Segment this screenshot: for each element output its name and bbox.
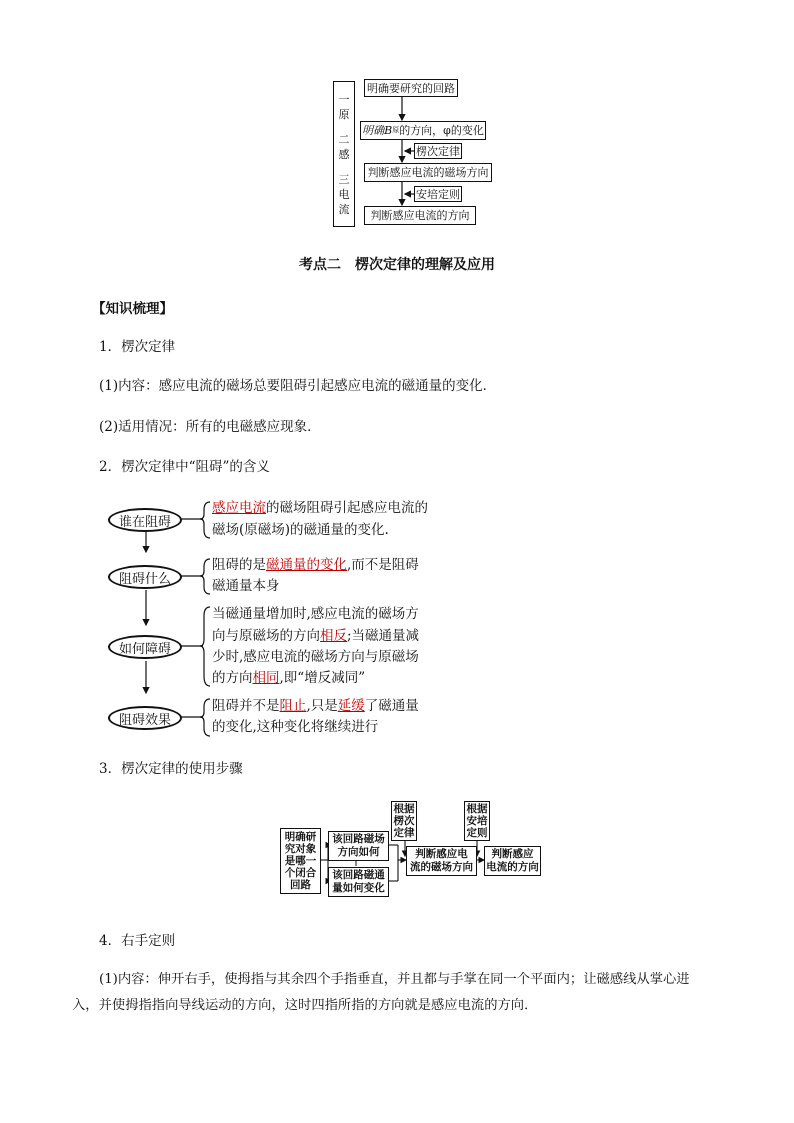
item4-p2: 入，并使拇指指向导线运动的方向，这时四指所指的方向就是感应电流的方向．: [72, 998, 538, 1013]
item4-p1: (1)内容：伸开右手，使拇指与其余四个手指垂直，并且都与手掌在同一个平面内；让磁感线从掌心进: [99, 972, 690, 987]
item1-p2: (2)适用情况：所有的电磁感应现象．: [99, 419, 321, 435]
oval-what: 阻碍什么: [108, 565, 182, 589]
b1-l1: 明确研: [284, 831, 317, 843]
step-box-5: [406, 846, 477, 876]
row3-line1: 当磁通量增加时,感应电流的磁场方: [212, 606, 419, 622]
step-box-2: [328, 831, 389, 861]
step2-b: 明确B: [362, 124, 393, 137]
oval-who: 谁在阻碍: [108, 508, 182, 532]
b4-l3: 定律: [393, 827, 415, 839]
row3-l4b: 相同: [252, 670, 280, 686]
step-box-4: [391, 801, 417, 841]
side-char-1: 一: [338, 92, 350, 106]
flow1-label-lenz: 楞次定律: [416, 144, 460, 158]
row4-e: 了磁通量: [364, 698, 419, 714]
knowledge-title: 【知识梳理】: [92, 301, 173, 317]
b4-l2: 楞次: [393, 815, 415, 827]
row3-l2a: 向与原磁场的方向: [212, 628, 320, 644]
b1-l3: 是哪一: [284, 855, 317, 867]
b5-l2: 流的磁场方向: [410, 861, 473, 873]
row2-c: ,而不是阻碍: [347, 557, 419, 573]
b6-l1: 根据: [466, 803, 488, 815]
row3-l2c: ;当磁通量减: [347, 628, 420, 644]
item1-p1: (1)内容：感应电流的磁场总要阻碍引起感应电流的磁通量的变化．: [99, 378, 497, 394]
flow1-step-3: 判断感应电流的磁场方向: [364, 163, 492, 182]
row2-a: 阻碍的是: [212, 557, 266, 573]
oval-how: 如何障碍: [108, 635, 182, 659]
flow1-step-4: 判断感应电流的方向: [364, 206, 476, 225]
row4-line2: 的变化,这种变化将继续进行: [212, 719, 379, 735]
step2-sub: 原: [392, 126, 400, 134]
side-char-7: 流: [338, 202, 350, 216]
flow1-label-ampere: 安培定则: [416, 187, 460, 201]
b7-l2: 电流的方向: [486, 861, 539, 873]
b1-l4: 个闭合: [284, 867, 317, 879]
row2-b: 磁通量的变化: [266, 557, 347, 573]
item3-heading: 3．楞次定律的使用步骤: [99, 761, 243, 777]
side-char-3: 二: [338, 132, 350, 146]
b6-l2: 安培: [466, 815, 488, 827]
row3-l2b: 相反: [320, 628, 347, 644]
row4-c: ,只是: [306, 698, 338, 714]
step-box-3: [328, 867, 389, 897]
b1-l5: 回路: [290, 879, 311, 891]
b2-l1: 该回路磁场: [332, 833, 385, 845]
side-char-6: 电: [338, 187, 350, 201]
oval-effect: 阻碍效果: [108, 706, 182, 730]
item4-heading: 4．右手定则: [99, 933, 176, 949]
b1-l2: 究对象: [284, 843, 317, 855]
step-box-6: [464, 801, 490, 841]
row3-line3: 少时,感应电流的磁场方向与原磁场: [212, 649, 419, 665]
row3-l4c: ,即“增反减同”: [279, 670, 366, 686]
b5-l1: 判断感应电: [415, 848, 468, 860]
row3-l4a: 的方向: [212, 670, 253, 686]
row1-b: 的磁场阻碍引起感应电流的: [266, 500, 428, 516]
row4-a: 阻碍并不是: [212, 698, 280, 714]
row4-d: 延缓: [337, 698, 365, 714]
flow1-step-1: 明确要研究的回路: [364, 79, 458, 97]
item2-heading: 2．楞次定律中“阻碍”的含义: [99, 459, 270, 475]
section-title: 考点二 楞次定律的理解及应用: [299, 257, 495, 273]
row2-line2: 磁通量本身: [212, 578, 280, 594]
step-box-1: [280, 828, 321, 894]
b6-l3: 定则: [466, 827, 488, 839]
b2-l2: 方向如何: [337, 846, 380, 858]
b3-l2: 量如何变化: [332, 882, 385, 894]
b4-l1: 根据: [393, 803, 415, 815]
step2-tail: 的方向，φ的变化: [399, 124, 484, 137]
row4-b: 阻止: [279, 698, 307, 714]
side-char-5: 三: [338, 172, 350, 186]
row1-a: 感应电流: [212, 500, 266, 516]
item1-heading: 1．楞次定律: [99, 339, 176, 355]
side-char-4: 感: [338, 147, 350, 161]
step-box-7: [484, 846, 541, 876]
side-char-2: 原: [338, 107, 350, 121]
b3-l1: 该回路磁通: [332, 869, 385, 881]
b7-l1: 判断感应: [491, 848, 534, 860]
row1-line2: 磁场(原磁场)的磁通量的变化.: [212, 522, 389, 538]
